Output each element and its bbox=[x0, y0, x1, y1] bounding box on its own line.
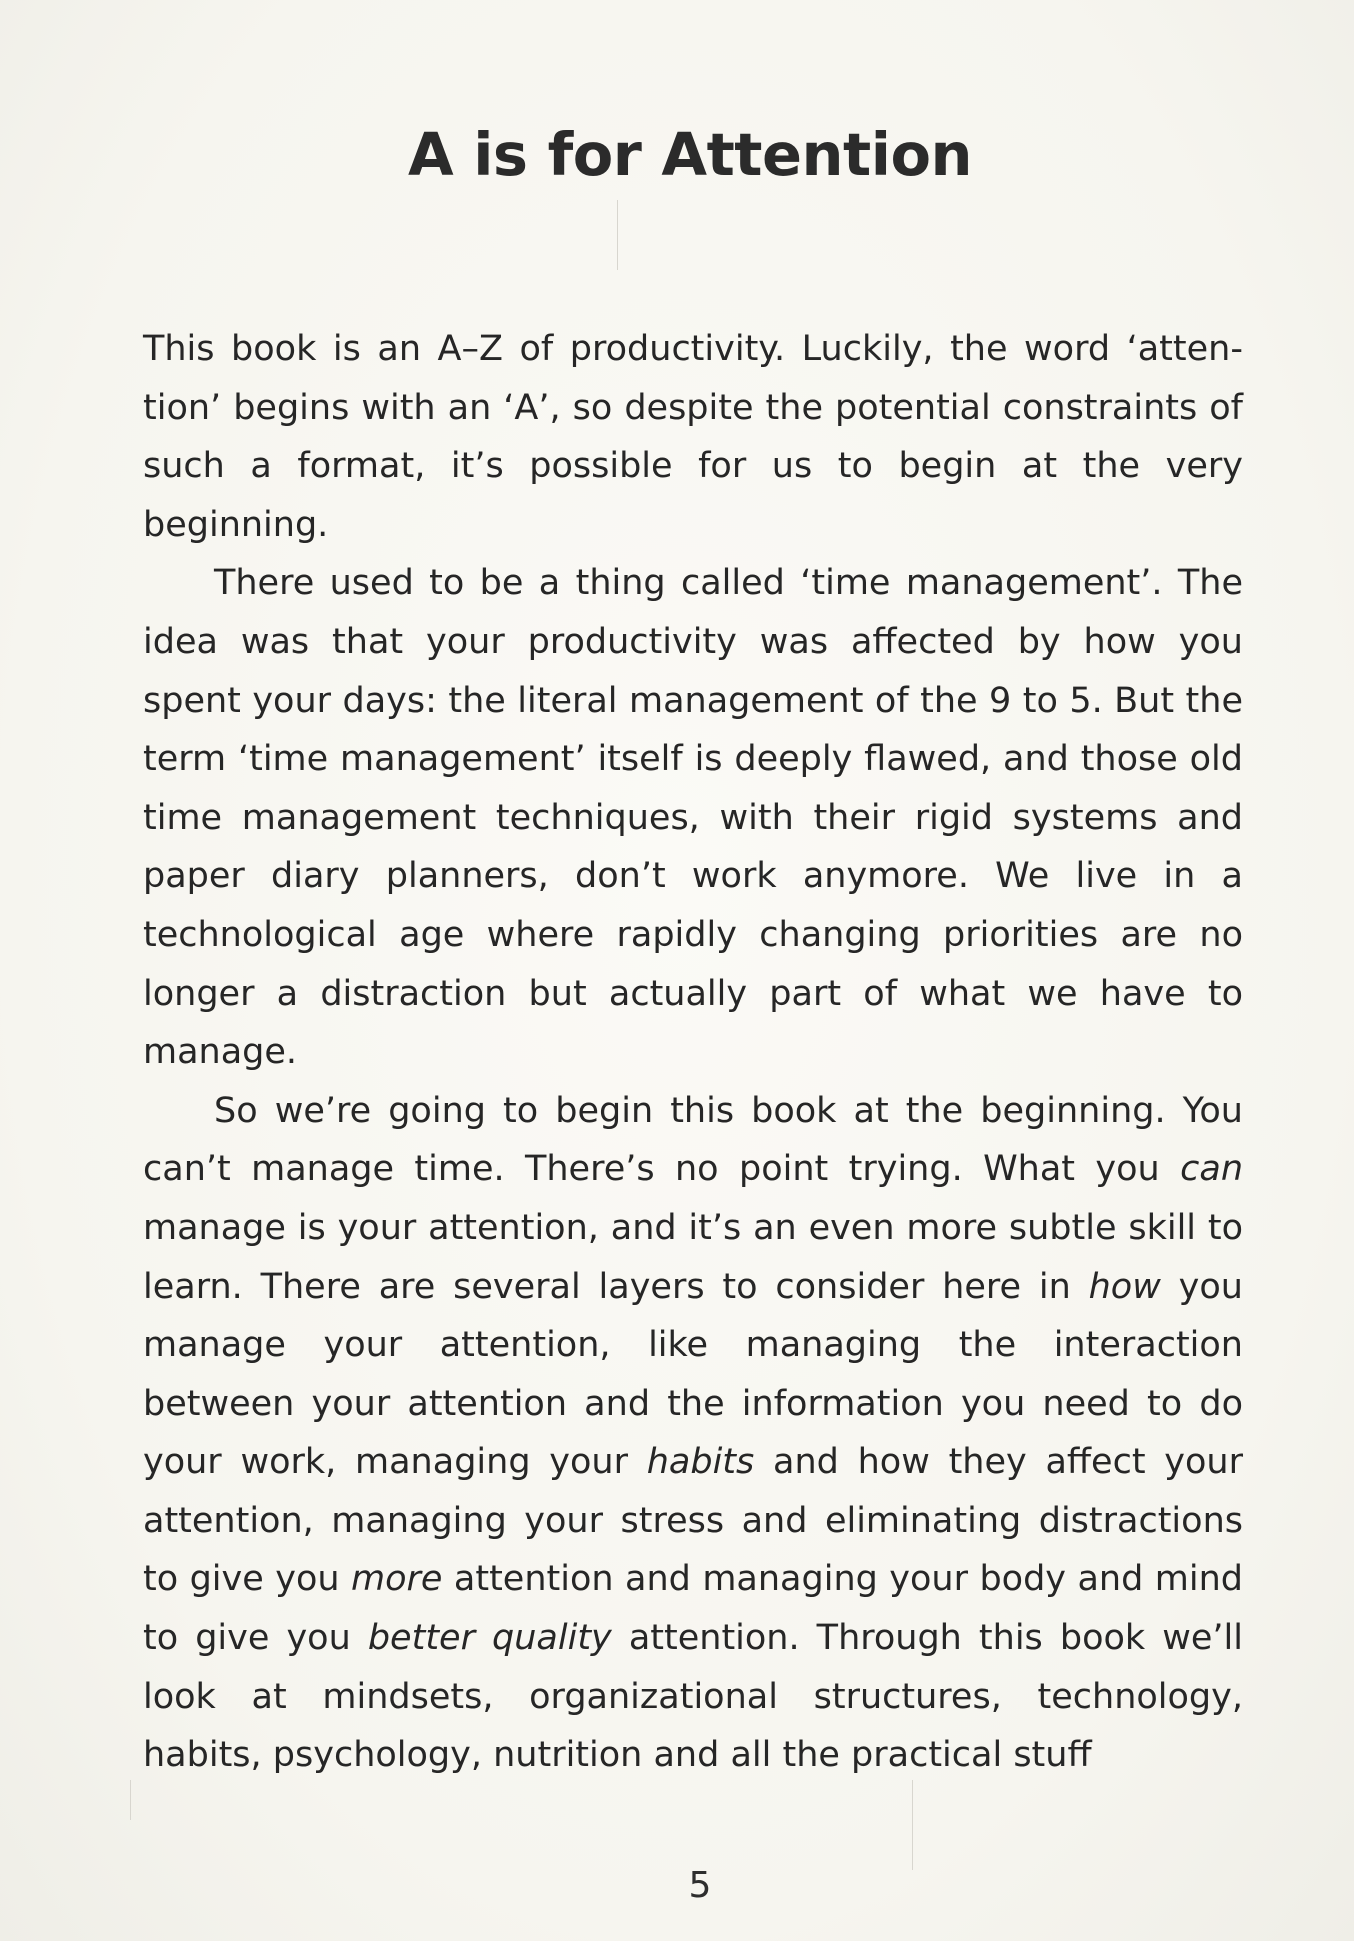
chapter-title: A is for Attention bbox=[408, 120, 972, 189]
text-run: So we’re going to begin this book at the beginning. You can’t manage time. There’s no point trying. What you bbox=[143, 1090, 1243, 1190]
text-run: and how they affect your attention, managing your stress and eliminating distractions to give you bbox=[143, 1442, 1243, 1600]
text-run: This book is an A–Z of productivity. Luckily, the word ‘attention’ begins with an ‘A’, so despite the potential constraints of such a format, it’s possible for us to begin at the very beginning. bbox=[143, 329, 1243, 545]
text-run: you manage your attention, like managing the interaction between your attention and the information you need to do your work, managing your bbox=[143, 1266, 1243, 1483]
italic-text: can bbox=[1180, 1149, 1243, 1190]
italic-text: habits bbox=[646, 1442, 755, 1483]
italic-text: how bbox=[1088, 1266, 1161, 1307]
text-run: manage is your attention, and it’s an even more subtle skill to learn. There are several layers to consider here in bbox=[143, 1207, 1243, 1307]
body-text bbox=[143, 320, 1243, 1785]
italic-text: better quality bbox=[367, 1618, 612, 1659]
paragraph bbox=[143, 554, 1243, 1081]
text-run: There used to be a thing called ‘time management’. The idea was that your productivity was affected by how you spent your days: the literal management of the 9 to 5. But the term ‘time management’ itself is deeply flawed, and those old time management techniques, with their rigid systems and paper diary planners, don’t work anymore. We live in a technological age where rapidly changing priorities are no longer a distraction but actually part of what we have to manage. bbox=[143, 563, 1243, 1073]
paragraph bbox=[143, 320, 1243, 554]
scan-artifact bbox=[912, 1780, 913, 1870]
page-number: 5 bbox=[688, 1865, 712, 1906]
italic-text: more bbox=[351, 1559, 443, 1600]
text-run: attention and managing your body and mind to give you bbox=[143, 1559, 1243, 1659]
text-run: attention. Through this book we’ll look at mindsets, organizational structures, technology, habits, psychology, nutrition and all the practical stuff bbox=[143, 1618, 1243, 1776]
scan-artifact bbox=[617, 200, 618, 270]
paragraph bbox=[143, 1082, 1243, 1785]
scan-artifact bbox=[130, 1780, 131, 1820]
